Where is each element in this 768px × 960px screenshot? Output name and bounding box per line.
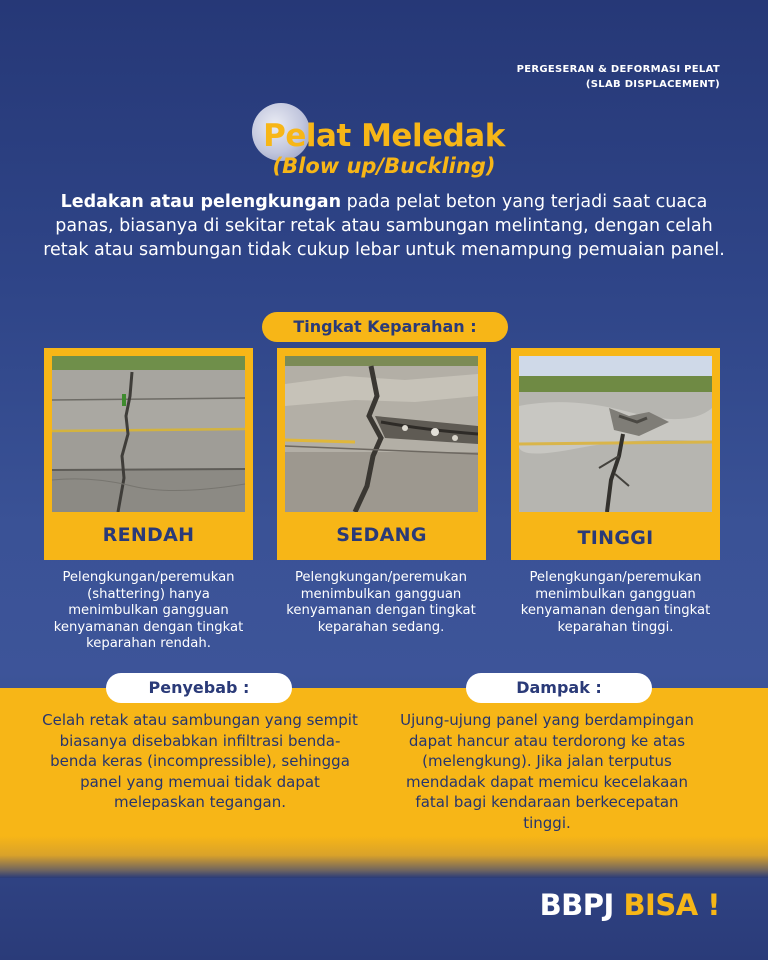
- intro-paragraph: [40, 190, 728, 262]
- photo-high-severity: [519, 356, 712, 512]
- intro-bold: Ledakan atau pelengkungan: [60, 192, 342, 212]
- brand-part-1: BBPJ: [539, 888, 614, 922]
- category-label: [517, 62, 720, 92]
- cause-text: Celah retak atau sambungan yang sempit biasanya disebabkan infiltrasi benda-benda keras (incompressible), sehingga panel yang memuai tidak dapat melepaskan tegangan.: [42, 711, 358, 811]
- photo-medium-severity: [285, 356, 478, 512]
- impact-heading: Dampak :: [466, 673, 652, 703]
- severity-heading: Tingkat Keparahan :: [262, 312, 508, 342]
- severity-card-low: [44, 348, 253, 560]
- intro-text: pada pelat beton yang terjadi saat cuaca panas, biasanya di sekitar retak atau sambungan melintang, dengan celah retak atau sambungan tidak cukup lebar untuk menampung pemuaian panel.: [43, 192, 725, 260]
- severity-card-medium: [277, 348, 486, 560]
- severity-label-medium: SEDANG: [336, 524, 427, 546]
- category-line-2: (SLAB DISPLACEMENT): [585, 79, 720, 90]
- severity-label-low: RENDAH: [102, 524, 195, 546]
- severity-desc-low: Pelengkungan/peremukan (shattering) hanya menimbulkan gangguan kenyamanan dengan tingkat keparahan rendah.: [53, 570, 244, 651]
- brand-logo: [540, 888, 720, 922]
- severity-desc-medium: Pelengkungan/peremukan menimbulkan gangguan kenyamanan dengan tingkat keparahan sedang.: [286, 570, 476, 635]
- cause-heading: Penyebab :: [106, 673, 292, 703]
- page-subtitle: (Blow up/Buckling): [272, 154, 496, 178]
- severity-label-high: TINGGI: [577, 527, 654, 549]
- severity-desc-high: Pelengkungan/peremukan menimbulkan gangguan kenyamanan dengan tingkat keparahan tinggi.: [520, 570, 711, 635]
- severity-card-high: [511, 348, 720, 560]
- brand-part-2: BISA !: [623, 888, 720, 922]
- photo-low-severity: [52, 356, 245, 512]
- page-title: Pelat Meledak: [263, 118, 505, 154]
- impact-text: Ujung-ujung panel yang berdampingan dapat hancur atau terdorong ke atas (melengkung). Jika jalan terputus mendadak dapat memicu kecelakaan fatal bagi kendaraan berkecepatan tinggi.: [400, 711, 694, 832]
- category-line-1: PERGESERAN & DEFORMASI PELAT: [516, 64, 720, 75]
